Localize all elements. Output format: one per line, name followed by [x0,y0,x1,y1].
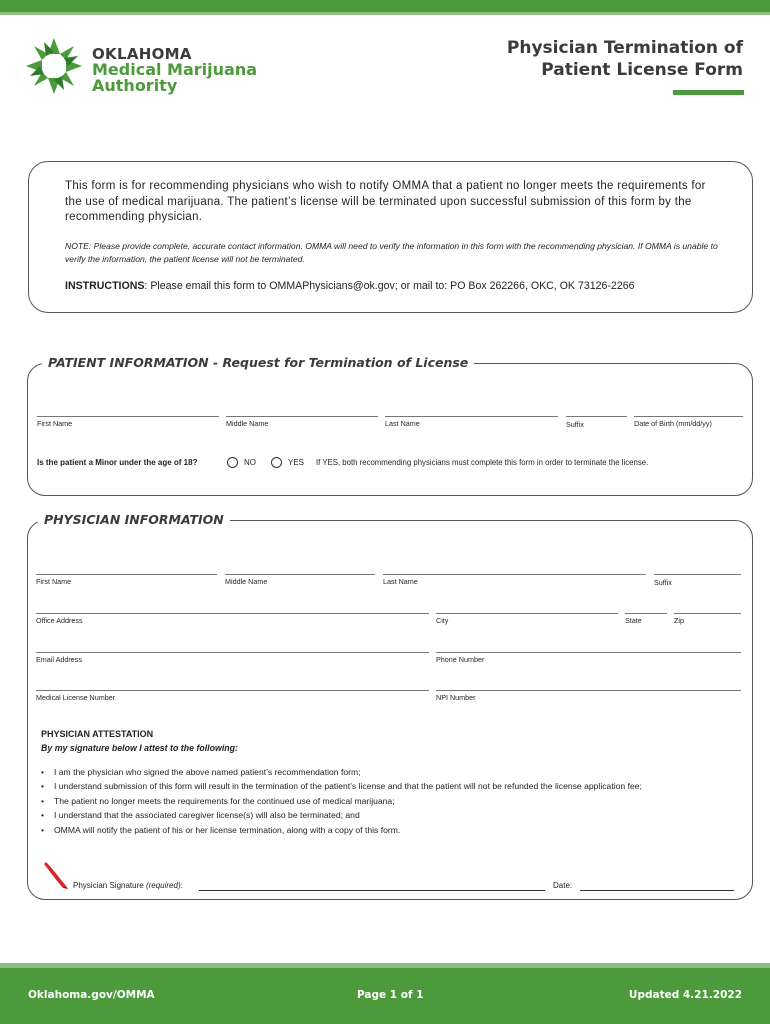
omma-star-logo-icon [24,36,84,96]
email-field[interactable] [36,652,429,653]
minor-note: If YES, both recommending physicians must complete this form in order to terminate the license. [316,458,649,467]
org-line-3: Authority [92,76,178,95]
org-name [92,46,257,94]
license-number-field[interactable] [36,690,429,691]
email-label: Email Address [36,655,82,664]
attestation-item: • I am the physician who signed the above named patient’s recommendation form; [41,767,361,777]
attestation-subtitle: By my signature below I attest to the following: [41,743,238,753]
attestation-item: • OMMA will notify the patient of his or her license termination, along with a copy of this form. [41,824,401,835]
physician-first-name-label: First Name [36,577,72,586]
patient-first-name-field[interactable] [37,416,219,417]
signature-field[interactable] [199,890,545,891]
pen-icon [42,860,70,890]
patient-middle-name-label: Middle Name [226,419,269,428]
attestation-item: • The patient no longer meets the requirements for the continued use of medical marijuana; [41,795,395,806]
form-title [507,37,743,81]
state-label: State [625,616,642,625]
title-underline [673,90,744,95]
office-address-label: Office Address [36,616,83,625]
npi-number-label: NPI Number [436,693,476,702]
org-line-1: OKLAHOMA [92,45,192,63]
patient-suffix-field[interactable] [566,416,627,417]
footer-updated: Updated 4.21.2022 [628,989,742,1001]
physician-middle-name-field[interactable] [225,574,375,575]
footer-website[interactable]: Oklahoma.gov/OMMA [28,989,155,1001]
license-number-label: Medical License Number [36,693,116,702]
instructions [65,280,635,292]
minor-no-label: NO [244,458,256,467]
attestation-item: • I understand that the associated caregiver license(s) will also be terminated; and [41,810,360,821]
physician-section-title: PHYSICIAN INFORMATION [38,512,230,527]
patient-last-name-field[interactable] [385,416,558,417]
patient-dob-field[interactable] [634,416,743,417]
minor-yes-radio[interactable] [271,457,282,468]
physician-suffix-label: Suffix [654,578,672,587]
patient-last-name-label: Last Name [385,419,420,428]
office-address-field[interactable] [36,613,429,614]
city-field[interactable] [436,613,618,614]
attestation-item: • I understand submission of this form will result in the termination of the patient’s license and that the patient will not be refunded the license application fee; [41,781,642,792]
zip-field[interactable] [674,613,741,614]
minor-question: Is the patient a Minor under the age of 18? [37,458,198,467]
top-light-bar [0,12,770,15]
minor-yes-label: YES [288,458,305,467]
physician-first-name-field[interactable] [36,574,217,575]
minor-no-radio[interactable] [227,457,238,468]
patient-section [27,363,753,496]
form-title-line-1: Physician Termination of [506,38,743,58]
intro-text: This form is for recommending physicians who wish to notify OMMA that a patient no longer meets the requirements for the use of medical marijuana. The patient’s license will be terminated upon successful submission of this form by the recommending physician. [65,180,706,223]
org-line-2: Medical Marijuana [92,60,257,79]
patient-first-name-label: First Name [37,419,73,428]
physician-last-name-label: Last Name [383,577,418,586]
patient-dob-label: Date of Birth (mm/dd/yy) [634,419,712,428]
attestation-title: PHYSICIAN ATTESTATION [41,729,154,739]
patient-middle-name-field[interactable] [226,416,378,417]
instructions-label: INSTRUCTIONS [65,280,145,292]
zip-label: Zip [674,616,684,625]
instructions-text: : Please email this form to OMMAPhysicians@ok.gov; or mail to: PO Box 262266, OKC, OK 73126-2266 [144,280,635,292]
phone-field[interactable] [436,652,741,653]
intro-note: NOTE: Please provide complete, accurate contact information. OMMA will need to verify the information in this form with the recommending physician. If OMMA is unable to verify the information, the patient license will not be terminated. [65,241,718,264]
attestation-list [40,767,745,839]
phone-label: Phone Number [436,655,485,664]
state-field[interactable] [625,613,667,614]
patient-section-title: PATIENT INFORMATION - Request for Termination of License [42,355,474,370]
date-label: Date: [553,881,573,890]
physician-middle-name-label: Middle Name [225,577,268,586]
date-field[interactable] [580,890,734,891]
patient-suffix-label: Suffix [566,420,584,429]
footer-page-number: Page 1 of 1 [357,989,424,1001]
form-title-line-2: Patient License Form [541,60,743,80]
npi-number-field[interactable] [436,690,741,691]
signature-label: Physician Signature (required): [73,881,183,890]
physician-suffix-field[interactable] [654,574,741,575]
top-green-bar [0,0,770,12]
physician-last-name-field[interactable] [383,574,646,575]
footer-top-stripe [0,963,770,968]
city-label: City [436,616,449,625]
